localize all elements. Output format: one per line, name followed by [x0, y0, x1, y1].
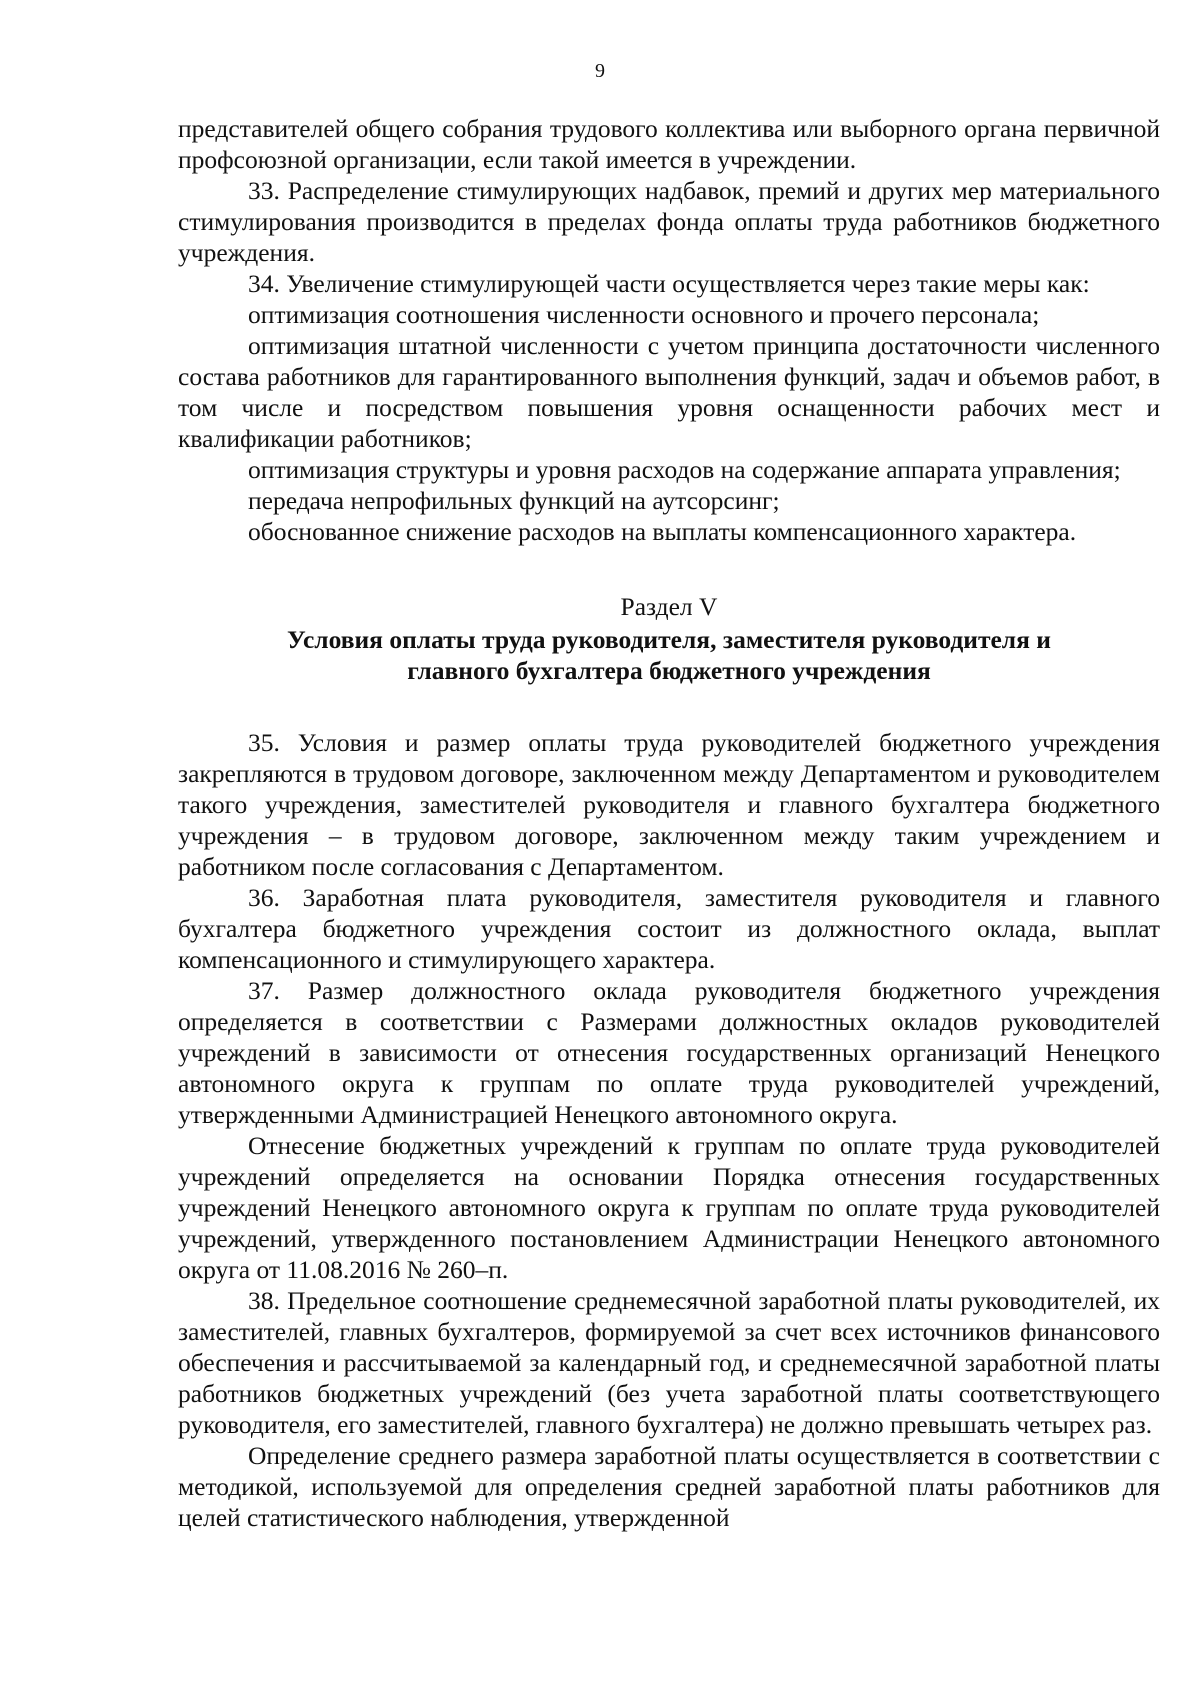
- paragraph-37-continuation: Отнесение бюджетных учреждений к группам по оплате труда руководителей учреждений определяется на основании Порядка отнесения государственных учреждений Ненецкого автономного округа к группам по оплате труда руководителей учреждений, утвержденного постановлением Администрации Ненецкого автономного округа от 11.08.2016 № 260–п.: [178, 1131, 1160, 1284]
- paragraph-33: 33. Распределение стимулирующих надбавок, премий и других мер материального стимулирования производится в пределах фонда оплаты труда работников бюджетного учреждения.: [178, 176, 1160, 267]
- list-item-measure-2: оптимизация штатной численности с учетом принципа достаточности численного состава работников для гарантированного выполнения функций, задач и объемов работ, в том числе и посредством повышения уровня оснащенности рабочих мест и квалификации работников;: [178, 331, 1160, 453]
- list-item-measure-4: передача непрофильных функций на аутсорсинг;: [248, 486, 780, 515]
- paragraph-37: 37. Размер должностного оклада руководителя бюджетного учреждения определяется в соответствии с Размерами должностных окладов руководителей учреждений в зависимости от отнесения государственных организаций Ненецкого автономного округа к группам по оплате труда руководителей учреждений, утвержденными Администрацией Ненецкого автономного округа.: [178, 976, 1160, 1129]
- document-body: [178, 113, 1160, 1533]
- list-item-measure-5: обоснованное снижение расходов на выплаты компенсационного характера.: [248, 517, 1077, 546]
- paragraph-35: 35. Условия и размер оплаты труда руководителей бюджетного учреждения закрепляются в трудовом договоре, заключенном между Департаментом и руководителем такого учреждения, заместителей руководителя и главного бухгалтера бюджетного учреждения – в трудовом договоре, заключенном между таким учреждением и работником после согласования с Департаментом.: [178, 728, 1160, 881]
- paragraph-continuation: представителей общего собрания трудового коллектива или выборного органа первичной профсоюзной организации, если такой имеется в учреждении.: [178, 114, 1160, 174]
- paragraph-38: 38. Предельное соотношение среднемесячной заработной платы руководителей, их заместителей, главных бухгалтеров, формируемой за счет всех источников финансового обеспечения и рассчитываемой за календарный год, и среднемесячной заработной платы работников бюджетных учреждений (без учета заработной платы соответствующего руководителя, его заместителей, главного бухгалтера) не должно превышать четырех раз.: [178, 1286, 1160, 1439]
- section-title: Раздел V: [620, 592, 718, 621]
- paragraph-34: 34. Увеличение стимулирующей части осуществляется через такие меры как:: [248, 269, 1090, 298]
- paragraph-36: 36. Заработная плата руководителя, заместителя руководителя и главного бухгалтера бюджетного учреждения состоит из должностного оклада, выплат компенсационного и стимулирующего характера.: [178, 883, 1160, 974]
- page-number: 9: [595, 60, 605, 82]
- list-item-measure-1: оптимизация соотношения численности основного и прочего персонала;: [248, 300, 1040, 329]
- section-heading: Условия оплаты труда руководителя, заместителя руководителя и главного бухгалтера бюджетного учреждения: [287, 625, 1051, 685]
- paragraph-38-continuation: Определение среднего размера заработной платы осуществляется в соответствии с методикой, используемой для определения средней заработной платы работников для целей статистического наблюдения, утвержденной: [178, 1441, 1160, 1532]
- list-item-measure-3: оптимизация структуры и уровня расходов на содержание аппарата управления;: [248, 455, 1121, 484]
